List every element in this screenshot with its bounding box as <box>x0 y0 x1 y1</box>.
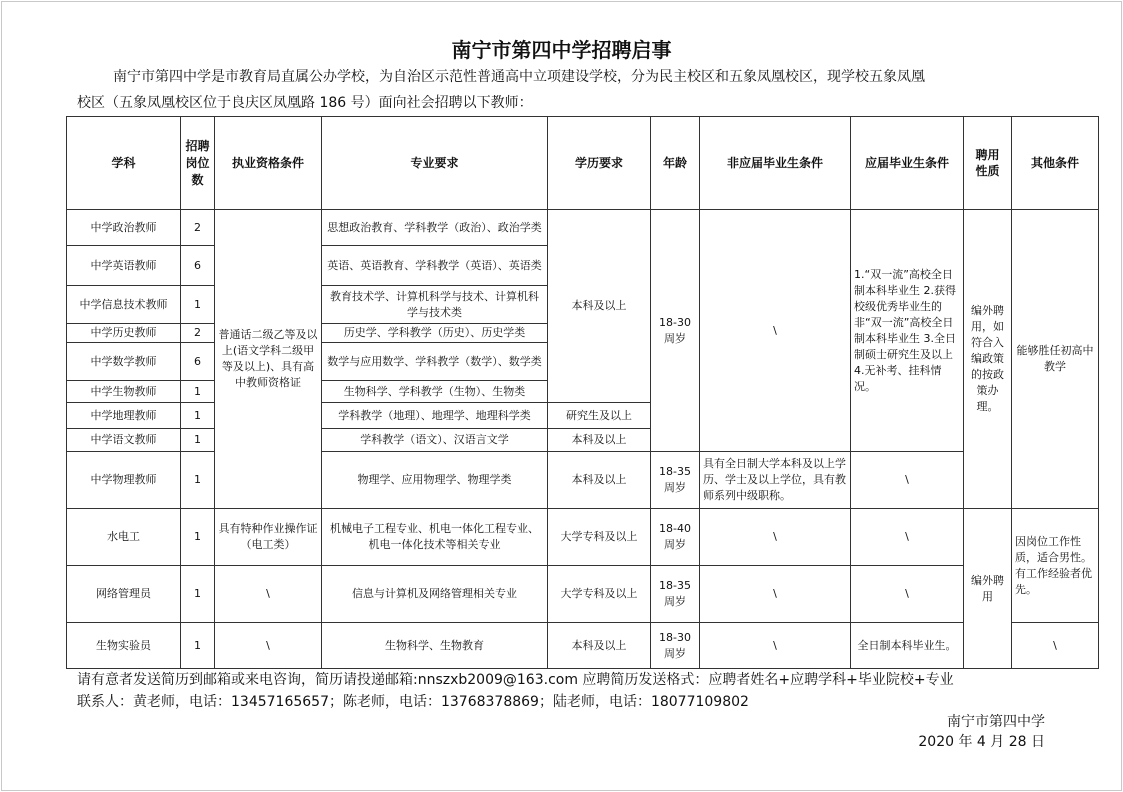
footer-contacts: 联系人：黄老师，电话：13457165657；陈老师，电话：13768378869；陆老师，电话：18077109802 <box>77 694 749 710</box>
table-row-subject: 网络管理员 <box>66 565 181 623</box>
header-other: 其他条件 <box>1011 116 1099 210</box>
staff-education: 大学专科及以上 <box>547 565 651 623</box>
staff-non-graduate-condition: \ <box>699 508 851 566</box>
header-major: 专业要求 <box>321 116 548 210</box>
header-education: 学历要求 <box>547 116 651 210</box>
table-row-subject: 中学语文教师 <box>66 428 181 452</box>
staff-age: 18-40周岁 <box>650 508 700 566</box>
staff-age: 18-30周岁 <box>650 622 700 669</box>
teacher-license-requirement: 普通话二级乙等及以上(语文学科二级甲等及以上)、具有高中教师资格证 <box>214 209 322 509</box>
table-row-count: 6 <box>180 342 215 381</box>
table-row-count: 6 <box>180 245 215 286</box>
table-row-subject: 生物实验员 <box>66 622 181 669</box>
staff-license: \ <box>214 622 322 669</box>
table-row-subject: 水电工 <box>66 508 181 566</box>
header-subject: 学科 <box>66 116 181 210</box>
table-row-major: 学科教学（地理）、地理学、地理科学类 <box>321 402 548 429</box>
table-row-subject: 中学地理教师 <box>66 402 181 429</box>
table-row-subject: 中学历史教师 <box>66 323 181 343</box>
staff-license: 具有特种作业操作证（电工类） <box>214 508 322 566</box>
table-row-major: 生物科学、学科教学（生物）、生物类 <box>321 380 548 403</box>
table-row-major: 英语、英语教育、学科教学（英语）、英语类 <box>321 245 548 286</box>
intro-line-1: 南宁市第四中学是市教育局直属公办学校，为自治区示范性普通高中立项建设学校，分为民主校区和五象凤凰校区，现学校五象凤凰 <box>113 69 925 85</box>
table-row-major: 生物科学、生物教育 <box>321 622 548 669</box>
page-title: 南宁市第四中学招聘启事 <box>451 38 672 62</box>
header-license: 执业资格条件 <box>214 116 322 210</box>
teacher-non-graduate-condition: \ <box>699 209 851 452</box>
table-row-major: 思想政治教育、学科教学（政治）、政治学类 <box>321 209 548 246</box>
table-row-major: 物理学、应用物理学、物理学类 <box>321 451 548 509</box>
teacher-other-condition: 能够胜任初高中教学 <box>1011 209 1099 509</box>
staff-non-graduate-condition: \ <box>699 565 851 623</box>
teacher-graduate-condition: 1.“双一流”高校全日制本科毕业生 2.获得校级优秀毕业生的非“双一流”高校全日制本科毕业生 3.全日制硕士研究生及以上 4.无补考、挂科情况。 <box>850 209 964 452</box>
physics-graduate-condition: \ <box>850 451 964 509</box>
header-employment: 聘用性质 <box>963 116 1012 210</box>
signature-date: 2020 年 4 月 28 日 <box>918 734 1045 750</box>
staff-graduate-condition: 全日制本科毕业生。 <box>850 622 964 669</box>
header-age: 年龄 <box>650 116 700 210</box>
chinese-education: 本科及以上 <box>547 428 651 452</box>
intro-line-2: 校区（五象凤凰校区位于良庆区凤凰路 186 号）面向社会招聘以下教师： <box>77 95 533 111</box>
staff-age: 18-35周岁 <box>650 565 700 623</box>
table-row-subject: 中学数学教师 <box>66 342 181 381</box>
table-row-count: 2 <box>180 323 215 343</box>
table-row-subject: 中学生物教师 <box>66 380 181 403</box>
staff-license: \ <box>214 565 322 623</box>
teacher-age-requirement: 18-30周岁 <box>650 209 700 452</box>
staff-education: 本科及以上 <box>547 622 651 669</box>
header-positions: 招聘岗位数 <box>180 116 215 210</box>
geography-education: 研究生及以上 <box>547 402 651 429</box>
table-row-major: 历史学、学科教学（历史）、历史学类 <box>321 323 548 343</box>
table-row-major: 数学与应用数学、学科教学（数学）、数学类 <box>321 342 548 381</box>
table-row-subject: 中学政治教师 <box>66 209 181 246</box>
table-row-subject: 中学英语教师 <box>66 245 181 286</box>
table-row-count: 1 <box>180 428 215 452</box>
table-row-count: 1 <box>180 402 215 429</box>
table-row-count: 1 <box>180 285 215 324</box>
staff-employment-type: 编外聘用 <box>963 508 1012 669</box>
physics-non-graduate-condition: 具有全日制大学本科及以上学历、学士及以上学位，具有教师系列中级职称。 <box>699 451 851 509</box>
lab-assistant-other-condition: \ <box>1011 622 1099 669</box>
physics-education: 本科及以上 <box>547 451 651 509</box>
table-row-major: 机械电子工程专业、机电一体化工程专业、机电一体化技术等相关专业 <box>321 508 548 566</box>
table-row-count: 1 <box>180 622 215 669</box>
footer-contact-email: 请有意者发送简历到邮箱或来电咨询，简历请投递邮箱:nnszxb2009@163.com 应聘简历发送格式：应聘者姓名+应聘学科+毕业院校+专业 <box>77 672 954 688</box>
header-graduate: 应届毕业生条件 <box>850 116 964 210</box>
electrician-other-condition: 因岗位工作性质，适合男性。有工作经验者优先。 <box>1011 508 1099 623</box>
teacher-education-requirement: 本科及以上 <box>547 209 651 403</box>
table-row-major: 学科教学（语文）、汉语言文学 <box>321 428 548 452</box>
staff-non-graduate-condition: \ <box>699 622 851 669</box>
table-row-major: 信息与计算机及网络管理相关专业 <box>321 565 548 623</box>
header-non-graduate: 非应届毕业生条件 <box>699 116 851 210</box>
table-row-count: 2 <box>180 209 215 246</box>
table-row-count: 1 <box>180 380 215 403</box>
physics-age: 18-35周岁 <box>650 451 700 509</box>
staff-graduate-condition: \ <box>850 565 964 623</box>
teacher-employment-type: 编外聘用，如符合入编政策的按政策办理。 <box>963 209 1012 509</box>
signature-org: 南宁市第四中学 <box>947 714 1045 730</box>
table-row-count: 1 <box>180 508 215 566</box>
table-row-subject: 中学物理教师 <box>66 451 181 509</box>
table-row-count: 1 <box>180 565 215 623</box>
staff-graduate-condition: \ <box>850 508 964 566</box>
table-row-major: 教育技术学、计算机科学与技术、计算机科学与技术类 <box>321 285 548 324</box>
table-row-subject: 中学信息技术教师 <box>66 285 181 324</box>
table-row-count: 1 <box>180 451 215 509</box>
staff-education: 大学专科及以上 <box>547 508 651 566</box>
